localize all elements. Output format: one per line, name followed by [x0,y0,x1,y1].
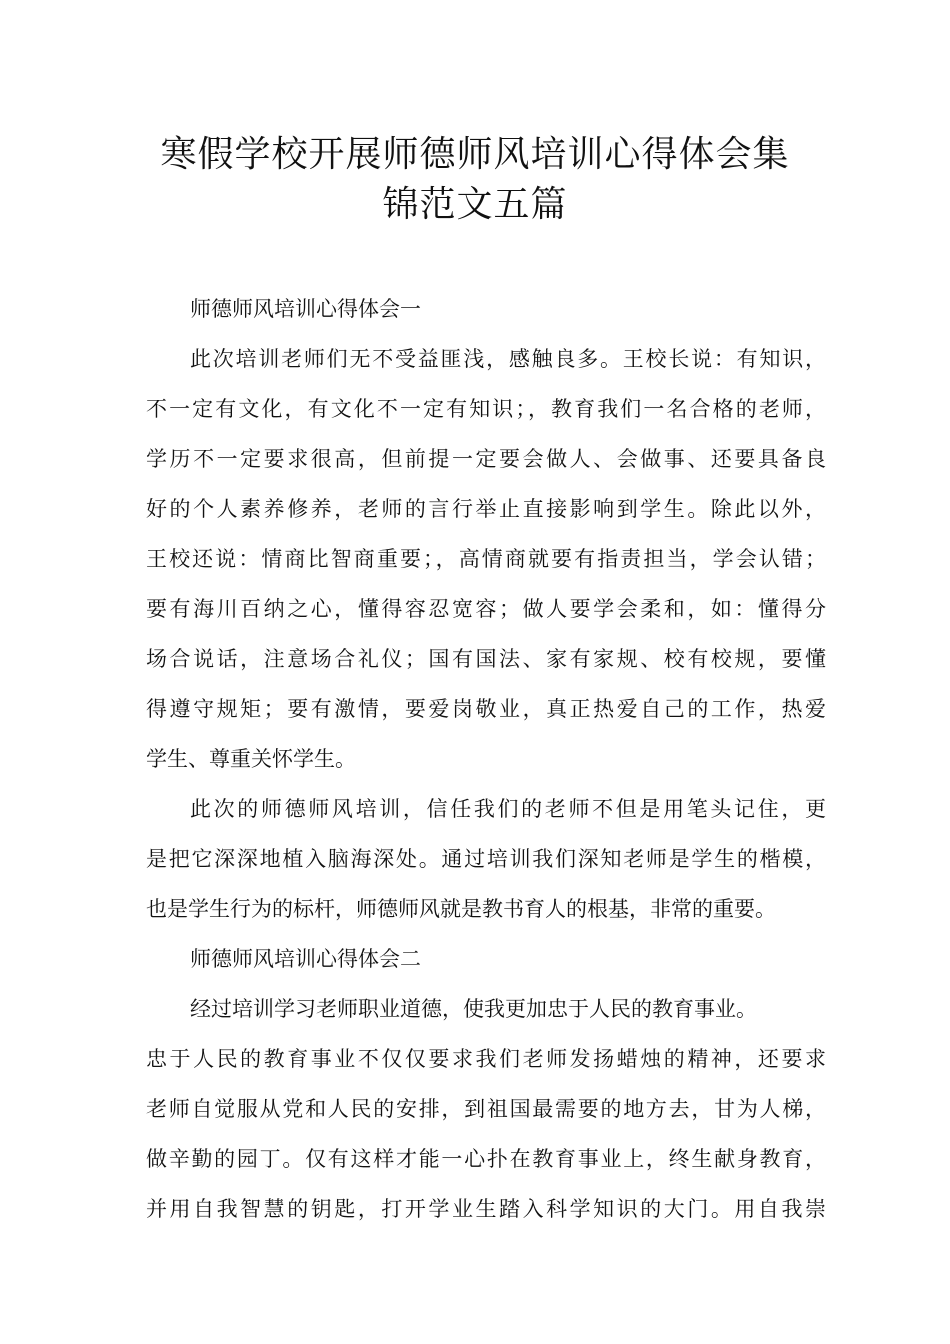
paragraph-line: 得遵守规矩；要有激情，要爱岗敬业，真正热爱自己的工作，热爱 [146,697,826,721]
paragraph-line: 要有海川百纳之心，懂得容忍宽容；做人要学会柔和，如：懂得分 [146,597,826,621]
section-heading-1: 师德师风培训心得体会一 [190,297,421,321]
title-line-2: 锦范文五篇 [382,184,568,225]
paragraph-line: 做辛勤的园丁。仅有这样才能一心扑在教育事业上，终生献身教育， [146,1147,826,1171]
paragraph-2 [146,784,826,934]
paragraph-line: 此次的师德师风培训，信任我们的老师不但是用笔头记住，更 [190,797,826,821]
paragraph-line: 经过培训学习老师职业道德，使我更加忠于人民的教育事业。 [190,997,757,1021]
title-line-1: 寒假学校开展师德师风培训心得体会集 [160,134,790,175]
paragraph-line: 老师自觉服从党和人民的安排，到祖国最需要的地方去，甘为人梯， [146,1097,826,1121]
paragraph-line: 王校还说：情商比智商重要；，高情商就要有指责担当，学会认错； [146,547,826,571]
paragraph-line: 不一定有文化，有文化不一定有知识；，教育我们一名合格的老师， [146,397,826,421]
paragraph-line: 也是学生行为的标杆，师德师风就是教书育人的根基，非常的重要。 [146,897,776,921]
section-heading-2: 师德师风培训心得体会二 [190,947,421,971]
paragraph-1 [146,334,826,784]
paragraph-line: 并用自我智慧的钥匙，打开学业生踏入科学知识的大门。用自我崇 [146,1197,826,1221]
document-body [146,284,826,1234]
paragraph-line: 好的个人素养修养，老师的言行举止直接影响到学生。除此以外， [146,497,826,521]
paragraph-line: 场合说话，注意场合礼仪；国有国法、家有家规、校有校规，要懂 [146,647,826,671]
paragraph-line: 是把它深深地植入脑海深处。通过培训我们深知老师是学生的楷模， [146,847,826,871]
paragraph-line: 学生、尊重关怀学生。 [146,747,356,771]
paragraph-line: 忠于人民的教育事业不仅仅要求我们老师发扬蜡烛的精神，还要求 [146,1047,826,1071]
paragraph-line: 此次培训老师们无不受益匪浅，感触良多。王校长说：有知识， [190,347,826,371]
paragraph-line: 学历不一定要求很高，但前提一定要会做人、会做事、还要具备良 [146,447,826,471]
document-title [120,130,830,230]
paragraph-3 [146,984,826,1234]
